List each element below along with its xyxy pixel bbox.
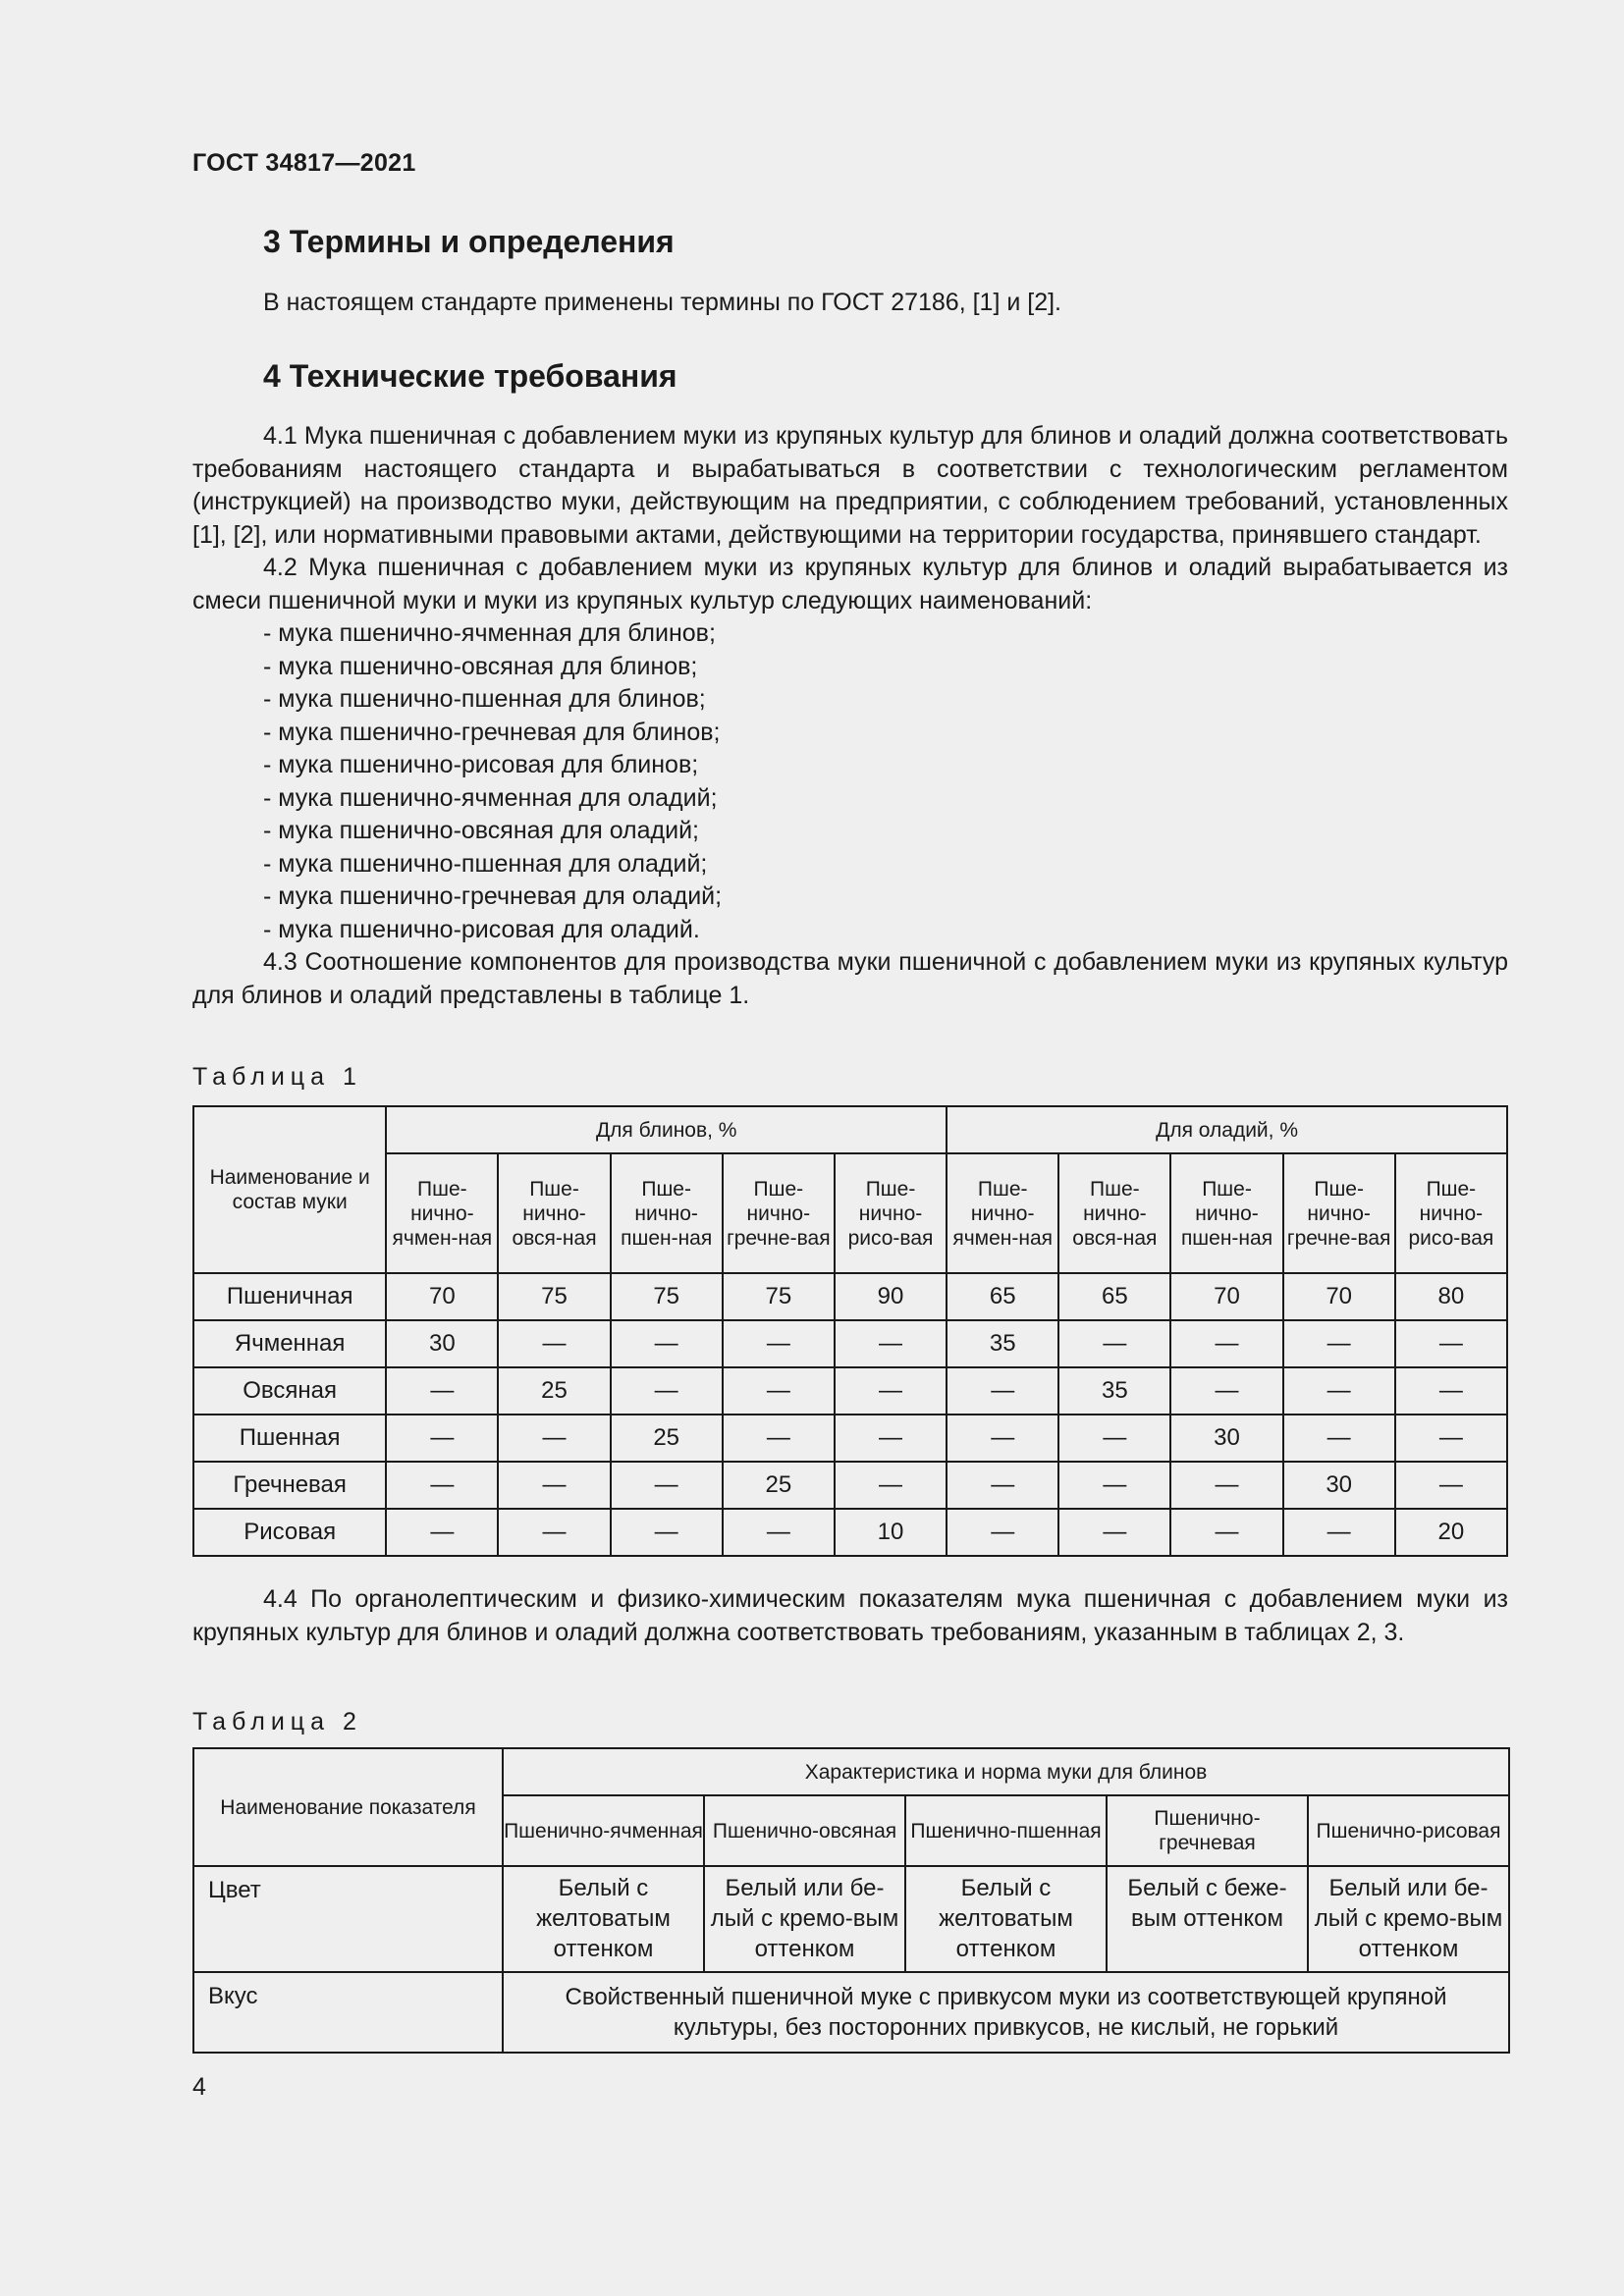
cell: Белый с желтоватым оттенком	[905, 1866, 1107, 1972]
row-name: Ячменная	[193, 1320, 386, 1367]
row-name: Пшенная	[193, 1415, 386, 1462]
table-1-row-header: Наименование и состав муки	[193, 1106, 386, 1273]
cell: —	[386, 1509, 498, 1556]
cell: —	[1058, 1462, 1170, 1509]
cell: —	[611, 1367, 723, 1415]
cell: —	[1283, 1415, 1395, 1462]
cell: 30	[1170, 1415, 1282, 1462]
cell: 20	[1395, 1509, 1507, 1556]
table-2-row-header: Наименование показателя	[193, 1748, 503, 1866]
cell: 25	[723, 1462, 835, 1509]
cell: 75	[611, 1273, 723, 1320]
cell: Свойственный пшеничной муке с привкусом муки из соответствующей крупяной культуры, без посторонних привкусов, не кислый, не горький	[503, 1972, 1509, 2053]
table-2-col-header: Пшенично-рисовая	[1308, 1795, 1509, 1866]
cell: —	[1283, 1509, 1395, 1556]
cell: —	[1395, 1367, 1507, 1415]
cell: —	[1283, 1367, 1395, 1415]
paragraph-4-1: 4.1 Мука пшеничная с добавлением муки из крупяных культур для блинов и оладий должна соответствовать требованиям настоящего стандарта и вырабатываться в соответствии с технологическим регламентом (инструкцией) на производство муки, действующим на предприятии, с соблюдением требований, установленных [1], [2], или нормативными правовыми актами, действующими на территории государства, принявшего стандарт.	[192, 422, 1508, 549]
cell: —	[1395, 1415, 1507, 1462]
table-1-group-blini: Для блинов, %	[386, 1106, 947, 1153]
flour-list-item: - мука пшенично-овсяная для оладий;	[263, 817, 700, 844]
cell: 65	[947, 1273, 1058, 1320]
cell: —	[498, 1509, 610, 1556]
table-row	[193, 1972, 1509, 2053]
table-2-col-header: Пшенично-ячменная	[503, 1795, 704, 1866]
cell: —	[947, 1509, 1058, 1556]
page-number: 4	[192, 2073, 206, 2101]
flour-list-item: - мука пшенично-ячменная для оладий;	[263, 783, 718, 812]
table-1-col-header: Пше-нично-пшен-ная	[1170, 1153, 1282, 1273]
table-1	[192, 1105, 1508, 1557]
table-2-col-header: Пшенично-пшенная	[905, 1795, 1107, 1866]
cell: 35	[1058, 1367, 1170, 1415]
cell: —	[947, 1367, 1058, 1415]
cell: —	[498, 1320, 610, 1367]
cell: 75	[498, 1273, 610, 1320]
table-row	[193, 1462, 1507, 1509]
flour-list-item: - мука пшенично-рисовая для блинов;	[263, 751, 699, 778]
section-3-text: В настоящем стандарте применены термины по ГОСТ 27186, [1] и [2].	[263, 289, 1062, 316]
table-row	[193, 1320, 1507, 1367]
row-name: Овсяная	[193, 1367, 386, 1415]
flour-list-item: - мука пшенично-овсяная для блинов;	[263, 652, 698, 680]
flour-list-item: - мука пшенично-гречневая для оладий;	[263, 882, 723, 910]
table-2	[192, 1747, 1510, 2054]
cell: —	[1058, 1320, 1170, 1367]
cell: —	[835, 1462, 947, 1509]
cell: Белый с беже-вым оттенком	[1107, 1866, 1308, 1972]
cell: —	[1283, 1320, 1395, 1367]
cell: —	[1395, 1320, 1507, 1367]
cell: Белый или бе-лый с кремо-вым оттенком	[1308, 1866, 1509, 1972]
cell: —	[386, 1367, 498, 1415]
paragraph-4-4: 4.4 По органолептическим и физико-химическим показателям мука пшеничная с добавлением муки из крупяных культур для блинов и оладий должна соответствовать требованиям, указанным в таблицах 2, 3.	[192, 1585, 1508, 1646]
cell: 30	[386, 1320, 498, 1367]
flour-list-item: - мука пшенично-пшенная для блинов;	[263, 685, 706, 713]
paragraph-4-3: 4.3 Соотношение компонентов для производства муки пшеничной с добавлением муки из крупяных культур для блинов и оладий представлены в таблице 1.	[192, 948, 1508, 1009]
table-2-group-header: Характеристика и норма муки для блинов	[503, 1748, 1509, 1795]
cell: Белый с желтоватым оттенком	[503, 1866, 704, 1972]
cell: 75	[723, 1273, 835, 1320]
section-4-body-continued	[192, 1583, 1508, 1649]
table-row	[193, 1866, 1509, 1972]
cell: 10	[835, 1509, 947, 1556]
cell: 70	[1283, 1273, 1395, 1320]
cell: Белый или бе-лый с кремо-вым оттенком	[704, 1866, 905, 1972]
cell: —	[835, 1320, 947, 1367]
flour-list-item: - мука пшенично-ячменная для блинов;	[263, 619, 716, 647]
table-1-col-header: Пше-нично-овся-ная	[1058, 1153, 1170, 1273]
flour-list-item: - мука пшенично-пшенная для оладий;	[263, 849, 708, 878]
cell: —	[1058, 1415, 1170, 1462]
table-1-col-header: Пше-нично-овся-ная	[498, 1153, 610, 1273]
cell: 70	[386, 1273, 498, 1320]
cell: 70	[1170, 1273, 1282, 1320]
cell: —	[611, 1462, 723, 1509]
cell: —	[386, 1415, 498, 1462]
table-row	[193, 1367, 1507, 1415]
cell: —	[1170, 1462, 1282, 1509]
table-2-caption: Таблица 2	[192, 1708, 362, 1735]
cell: 25	[498, 1367, 610, 1415]
cell: —	[1170, 1367, 1282, 1415]
cell: 90	[835, 1273, 947, 1320]
cell: —	[611, 1320, 723, 1367]
table-1-col-header: Пше-нично-рисо-вая	[835, 1153, 947, 1273]
cell: —	[498, 1462, 610, 1509]
section-4-title: 4 Технические требования	[263, 358, 677, 394]
cell: —	[498, 1415, 610, 1462]
paragraph-4-2: 4.2 Мука пшеничная с добавлением муки из крупяных культур для блинов и оладий вырабатывается из смеси пшеничной муки и муки из крупяных культур следующих наименований:	[192, 554, 1508, 614]
flour-list-item: - мука пшенично-рисовая для оладий.	[263, 915, 700, 943]
table-1-col-header: Пше-нично-рисо-вая	[1395, 1153, 1507, 1273]
cell: —	[1170, 1509, 1282, 1556]
cell: —	[835, 1367, 947, 1415]
cell: —	[1170, 1320, 1282, 1367]
cell: —	[947, 1415, 1058, 1462]
cell: —	[611, 1509, 723, 1556]
row-name: Рисовая	[193, 1509, 386, 1556]
cell: —	[1395, 1462, 1507, 1509]
table-1-caption: Таблица 1	[192, 1063, 362, 1091]
cell: —	[835, 1415, 947, 1462]
cell: 80	[1395, 1273, 1507, 1320]
document-header: ГОСТ 34817—2021	[192, 149, 416, 177]
flour-list-item: - мука пшенично-гречневая для блинов;	[263, 718, 721, 746]
section-4-body	[192, 420, 1508, 1012]
table-2-col-header: Пшенично-овсяная	[704, 1795, 905, 1866]
cell: —	[723, 1509, 835, 1556]
cell: —	[947, 1462, 1058, 1509]
row-name: Гречневая	[193, 1462, 386, 1509]
table-1-col-header: Пше-нично-пшен-ная	[611, 1153, 723, 1273]
row-name: Пшеничная	[193, 1273, 386, 1320]
cell: 25	[611, 1415, 723, 1462]
table-row	[193, 1509, 1507, 1556]
table-row	[193, 1273, 1507, 1320]
cell: 35	[947, 1320, 1058, 1367]
row-name: Вкус	[193, 1972, 503, 2053]
cell: 65	[1058, 1273, 1170, 1320]
cell: 30	[1283, 1462, 1395, 1509]
cell: —	[723, 1320, 835, 1367]
table-1-col-header: Пше-нично-гречне-вая	[1283, 1153, 1395, 1273]
table-1-col-header: Пше-нично-ячмен-ная	[947, 1153, 1058, 1273]
section-3-title: 3 Термины и определения	[263, 224, 675, 259]
table-1-group-oladi: Для оладий, %	[947, 1106, 1507, 1153]
cell: —	[386, 1462, 498, 1509]
cell: —	[723, 1415, 835, 1462]
table-row	[193, 1415, 1507, 1462]
cell: —	[723, 1367, 835, 1415]
cell: —	[1058, 1509, 1170, 1556]
table-1-col-header: Пше-нично-гречне-вая	[723, 1153, 835, 1273]
row-name: Цвет	[193, 1866, 503, 1972]
table-2-col-header: Пшенично-гречневая	[1107, 1795, 1308, 1866]
table-1-col-header: Пше-нично-ячмен-ная	[386, 1153, 498, 1273]
